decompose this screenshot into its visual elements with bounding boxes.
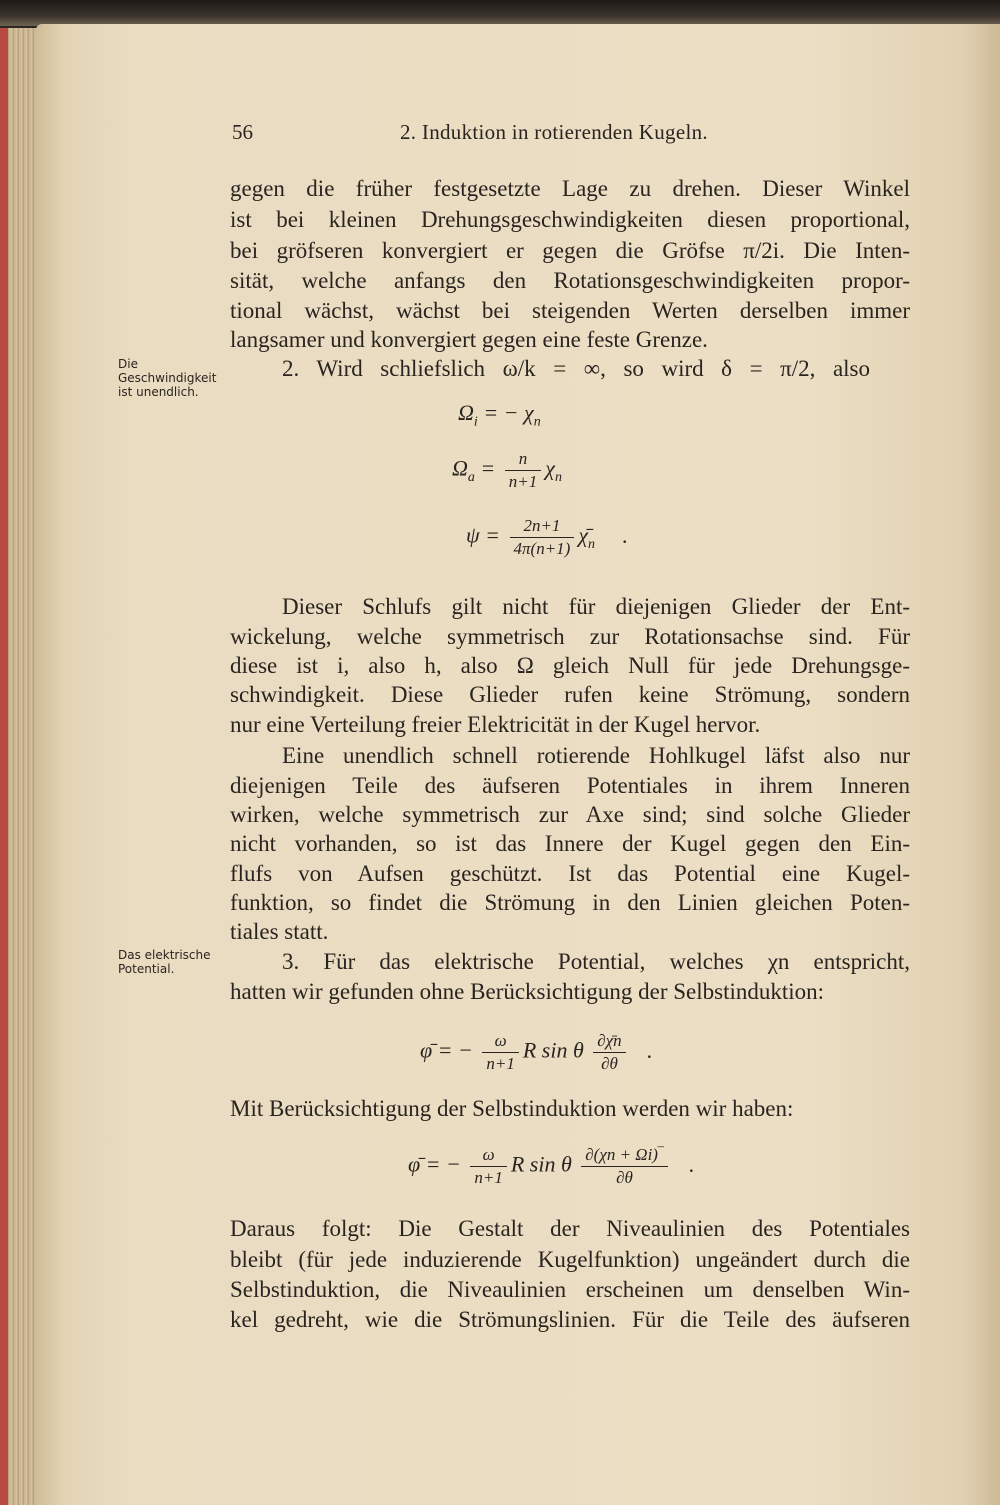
text-line: bei gröfseren konvergiert er gegen die Gröfse π/2i. Die Inten- (230, 238, 910, 263)
equation-omega-a: $\Omega_a$ = $\frac{n}{n+1}$ $\chi_n$ (452, 449, 562, 491)
text-line: Daraus folgt: Die Gestalt der Niveaulinien des Potentiales (230, 1216, 910, 1241)
text-line: diejenigen Teile des äufseren Potentiales in ihrem Inneren (230, 773, 910, 798)
fraction: $\frac{\omega}{n+1}$ (482, 1030, 518, 1075)
running-title: 2. Induktion in rotierenden Kugeln. (400, 120, 708, 144)
text-line: Selbstinduktion, die Niveaulinien erscheinen um denselben Win- (230, 1277, 910, 1302)
page-number: 56 (232, 120, 253, 144)
text-line: sität, welche anfangs den Rotationsgeschwindigkeiten propor- (230, 268, 910, 293)
text-line: wickelung, welche symmetrisch zur Rotationsachse sind. Für (230, 624, 910, 649)
text-line: nicht vorhanden, so ist das Innere der Kugel gegen den Ein- (230, 831, 910, 856)
text-line: tional wächst, wächst bei steigenden Werten derselben immer (230, 298, 910, 323)
book-top-shadow (0, 0, 1000, 26)
text-line: flufs von Aufsen geschützt. Ist das Potential eine Kugel- (230, 861, 910, 886)
text-line: gegen die früher festgesetzte Lage zu drehen. Dieser Winkel (230, 176, 910, 201)
text-line: Dieser Schlufs gilt nicht für diejenigen Glieder der Ent- (282, 594, 910, 619)
fraction: $\frac{\omega}{n+1}$ (470, 1144, 506, 1189)
equation-psi: ψ = $\frac{2n+1}{4\pi(n+1)}$ $\chī_n$ . (466, 516, 629, 558)
text-line: 3. Für das elektrische Potential, welches χn entspricht, (282, 949, 910, 974)
text-line: nur eine Verteilung freier Elektricität in der Kugel hervor. (230, 712, 761, 737)
fraction: $\frac{n}{n+1}$ (505, 448, 541, 493)
equation-phi-without-self-induction: φ̄ = − $\frac{\omega}{n+1}$ R sin θ $\frac{\partial\chīn}{\partial\theta}$ . (420, 1031, 653, 1073)
fraction: $\frac{\partial(\chi n + \Omega i)‾}{\partial\theta}$ (581, 1144, 667, 1189)
text-line: hatten wir gefunden ohne Berücksichtigung der Selbstinduktion: (230, 979, 825, 1004)
red-page-edge (0, 28, 8, 1505)
text-line: kel gedreht, wie die Strömungslinien. Für die Teile des äufseren (230, 1307, 910, 1332)
equation-phi-with-self-induction: φ̄ = − $\frac{\omega}{n+1}$ R sin θ $\frac{\partial(\chi n + \Omega i)‾}{\partial\theta}$ . (408, 1145, 695, 1187)
text-line: funktion, so findet die Strömung in den Linien gleichen Poten- (230, 890, 910, 915)
text-line: diese ist i, also h, also Ω gleich Null für jede Drehungsge- (230, 653, 910, 678)
text-line: ist bei kleinen Drehungsgeschwindigkeiten diesen proportional, (230, 207, 910, 232)
margin-note-potential: Das elektrische Potential. (118, 948, 211, 976)
fraction: $\frac{2n+1}{4\pi(n+1)}$ (510, 515, 575, 560)
text-line: bleibt (für jede induzierende Kugelfunktion) ungeändert durch die (230, 1247, 910, 1272)
text-line: schwindigkeit. Diese Glieder rufen keine Strömung, sondern (230, 682, 910, 707)
point2-line: 2. Wird schliefslich ω/k = ∞, so wird δ = π/2, also (282, 356, 870, 381)
text-line: Mit Berücksichtigung der Selbstinduktion werden wir haben: (230, 1096, 794, 1121)
text-line: Eine unendlich schnell rotierende Hohlkugel läfst also nur (282, 743, 910, 768)
text-line: wirken, welche symmetrisch zur Axe sind; sind solche Glieder (230, 802, 910, 827)
text-line: langsamer und konvergiert gegen eine feste Grenze. (230, 327, 708, 352)
text-line: tiales statt. (230, 919, 329, 944)
equation-omega-i: $\Omega_i$ = − $\chi_n$ (458, 400, 541, 430)
margin-note-speed: Die Geschwindigkeit ist unendlich. (118, 357, 217, 399)
fraction: $\frac{\partial\chīn}{\partial\theta}$ (593, 1030, 625, 1075)
